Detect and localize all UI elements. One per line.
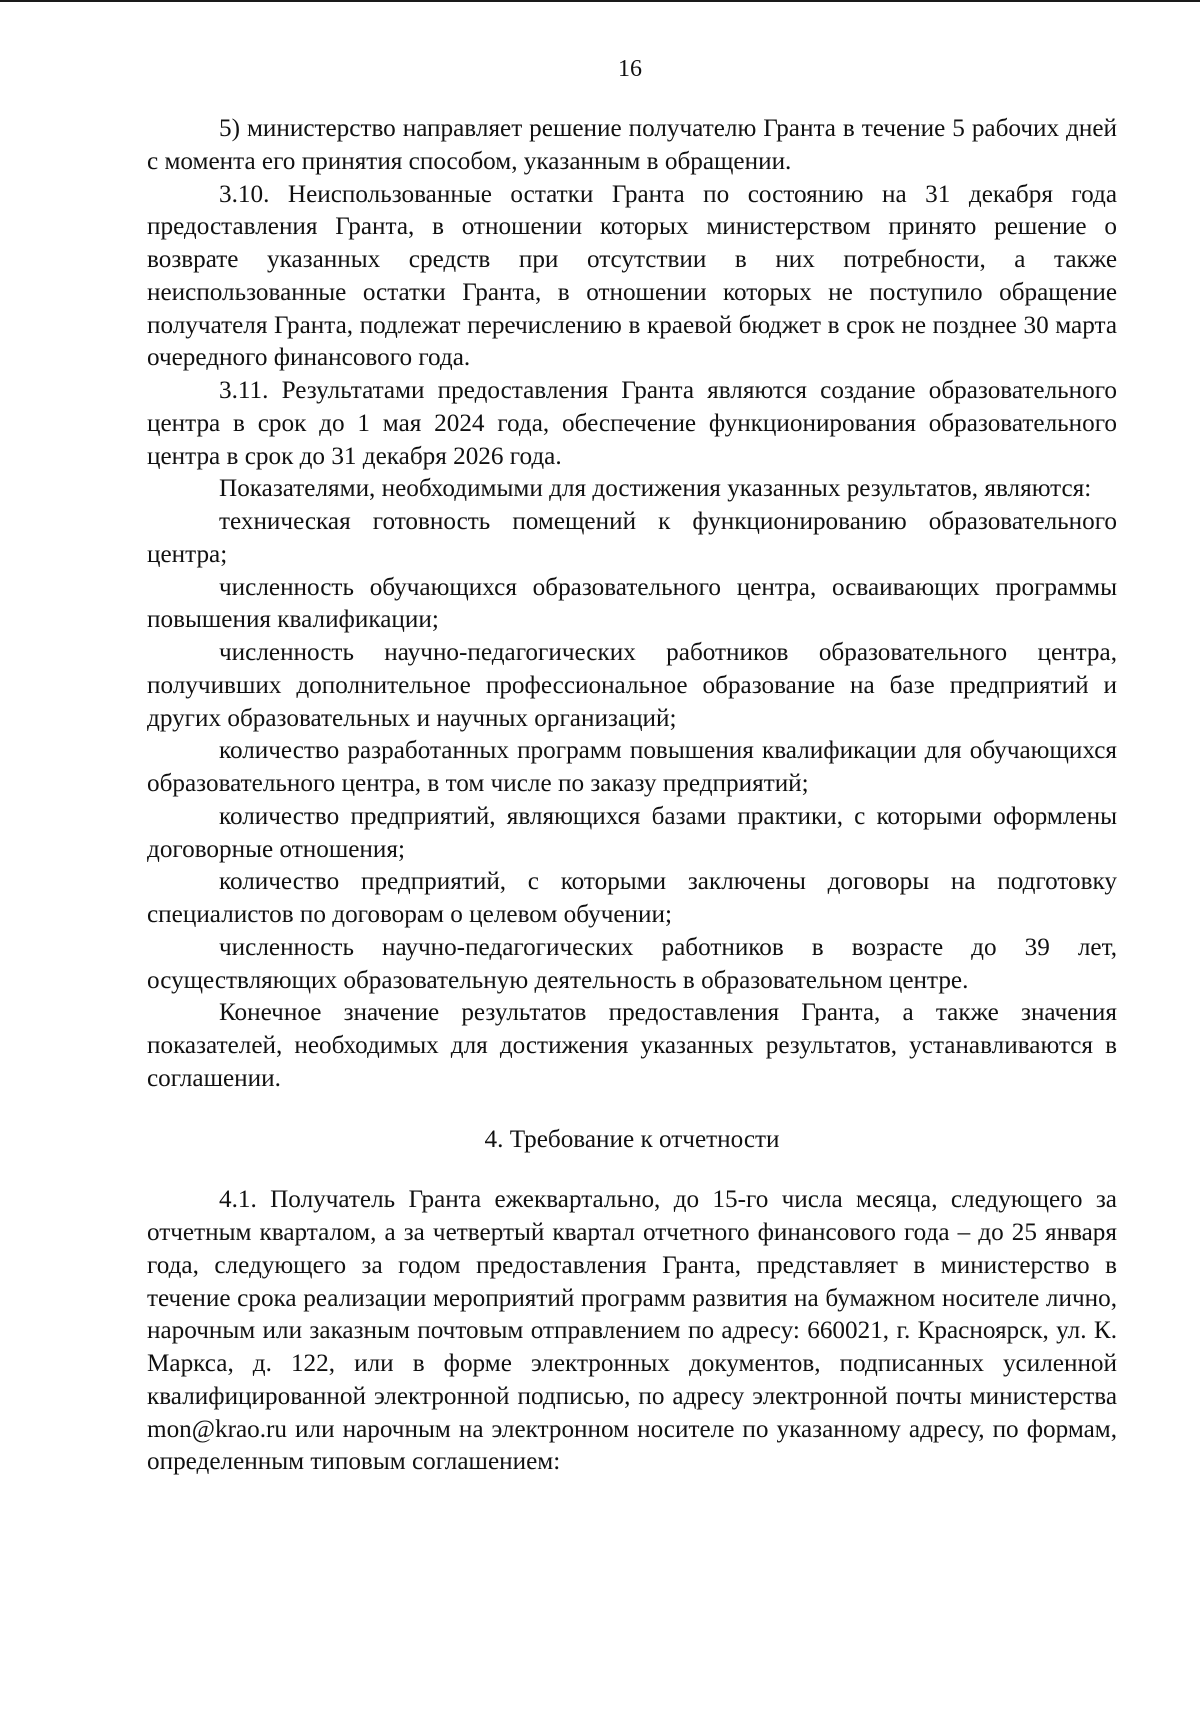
paragraph-final-values: Конечное значение результатов предоставления Гранта, а также значения показателей, необходимых для достижения указанных результатов, устанавливаются в соглашении. — [147, 999, 1117, 1092]
indicator-practice-enterprises: количество предприятий, являющихся базами практики, с которыми оформлены договорные отношения; — [147, 802, 1117, 863]
indicator-programs-count: количество разработанных программ повышения квалификации для обучающихся образовательного центра, в том числе по заказу предприятий; — [147, 737, 1117, 797]
page-number: 16 — [618, 56, 642, 82]
indicator-students-count: численность обучающихся образовательного центра, осваивающих программы повышения квалификации; — [147, 573, 1117, 634]
indicator-technical-readiness: техническая готовность помещений к функционированию образовательного центра; — [147, 508, 1117, 568]
indicator-target-training-contracts: количество предприятий, с которыми заключены договоры на подготовку специалистов по договорам о целевом обучении; — [147, 868, 1117, 928]
indicator-staff-education: численность научно-педагогических работников образовательного центра, получивших дополнительное профессиональное образование на базе предприятий и других образовательных и научных организаций; — [147, 639, 1117, 732]
paragraph-3-11: 3.11. Результатами предоставления Гранта являются создание образовательного центра в срок до 1 мая 2024 года, обеспечение функционирования образовательного центра в срок до 31 декабря 2026 года. — [147, 377, 1117, 470]
document-body — [147, 113, 1117, 1479]
paragraph-4-1: 4.1. Получатель Гранта ежеквартально, до 15-го числа месяца, следующего за отчетным кварталом, а за четвертый квартал отчетного финансового года – до 25 января года, следующего за годом предоставления Гранта, представляет в министерство в течение срока реализации мероприятий программ развития на бумажном носителе лично, нарочным или заказным почтовым отправлением по адресу: 660021, г. Красноярск, ул. К. Маркса, д. 122, или в форме электронных документов, подписанных усиленной квалифицированной электронной подписью, по адресу электронной почты министерства mon@krao.ru или нарочным на электронном носителе по указанному адресу, по формам, определенным типовым соглашением: — [147, 1186, 1117, 1476]
paragraph-item-5: 5) министерство направляет решение получателю Гранта в течение 5 рабочих дней с момента его принятия способом, указанным в обращении. — [147, 115, 1117, 175]
top-border-line — [0, 0, 1200, 2]
indicator-young-staff: численность научно-педагогических работников в возрасте до 39 лет, осуществляющих образовательную деятельность в образовательном центре. — [147, 933, 1117, 994]
section-heading-reporting: 4. Требование к отчетности — [484, 1125, 780, 1153]
paragraph-3-10: 3.10. Неиспользованные остатки Гранта по состоянию на 31 декабря года предоставления Гранта, в отношении которых министерством принято решение о возврате указанных средств при отсутствии в них потребности, а также неиспользованные остатки Гранта, в отношении которых не поступило обращение получателя Гранта, подлежат перечислению в краевой бюджет в срок не позднее 30 марта очередного финансового года. — [147, 180, 1117, 372]
paragraph-indicators-intro: Показателями, необходимыми для достижения указанных результатов, являются: — [219, 475, 1092, 503]
